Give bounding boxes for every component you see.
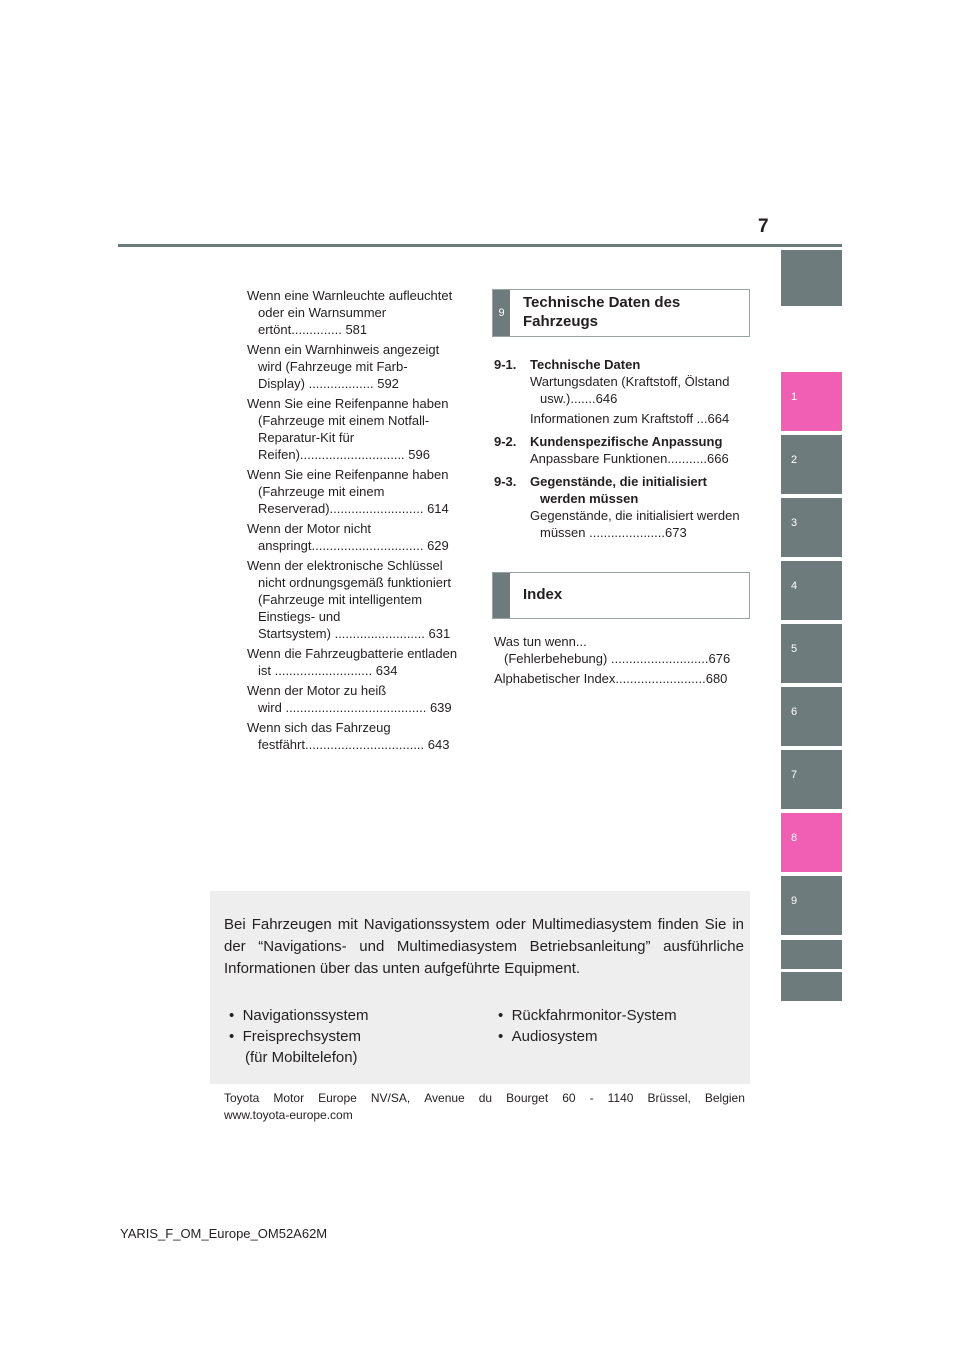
chapter-tab-8[interactable]: 8 bbox=[781, 813, 842, 872]
toc-entry-text: Wenn der elektronische Schlüssel nicht ordnungsgemäß funktioniert (Fahrzeuge mit intelligentem Einstiegs- und Startsystem) ......................... 631 bbox=[247, 558, 451, 641]
toc-entry-text: Wenn der Motor nicht anspringt............................... 629 bbox=[247, 521, 449, 553]
toc-left-column bbox=[247, 287, 459, 756]
toc-group-heading[interactable] bbox=[494, 433, 744, 450]
toc-entry[interactable]: Was tun wenn... (Fehlerbehebung) ...........................676 bbox=[494, 634, 731, 666]
chapter-tab[interactable] bbox=[781, 972, 842, 1001]
toc-entry-text: Wenn Sie eine Reifenpanne haben (Fahrzeuge mit einem Notfall-Reparatur-Kit für Reifen)............................. 596 bbox=[247, 396, 449, 462]
list-item: • Freisprechsystem bbox=[229, 1028, 361, 1045]
toc-entry[interactable]: Anpassbare Funktionen...........666 bbox=[530, 451, 729, 466]
toc-entry[interactable] bbox=[247, 395, 459, 463]
chapter-tab-9[interactable]: 9 bbox=[781, 876, 842, 935]
toc-entry[interactable] bbox=[247, 682, 459, 716]
chapter-tab-5[interactable]: 5 bbox=[781, 624, 842, 683]
info-list-left bbox=[229, 1005, 368, 1068]
toc-entry[interactable]: Gegenstände, die initialisiert werden müssen .....................673 bbox=[530, 508, 740, 540]
index-tab bbox=[493, 573, 510, 618]
chapter-tab-3[interactable]: 3 bbox=[781, 498, 842, 557]
chapter-tab-6[interactable]: 6 bbox=[781, 687, 842, 746]
header-rule bbox=[118, 244, 842, 247]
group-number: 9-1. bbox=[494, 357, 517, 372]
list-item: • Navigationssystem bbox=[229, 1007, 369, 1024]
chapter-tab-4[interactable]: 4 bbox=[781, 561, 842, 620]
index-header[interactable] bbox=[492, 572, 750, 619]
toc-entry-text: Wenn sich das Fahrzeug festfährt................................. 643 bbox=[247, 720, 450, 752]
section-9-toc bbox=[494, 352, 744, 544]
toc-entry-text: Wenn die Fahrzeugbatterie entladen ist ........................... 634 bbox=[247, 646, 458, 678]
toc-entry[interactable] bbox=[247, 645, 459, 679]
list-item: • Rückfahrmonitor-System bbox=[498, 1007, 677, 1024]
toc-entry-text: Wenn Sie eine Reifenpanne haben (Fahrzeuge mit einem Reserverad).......................... 614 bbox=[247, 467, 449, 516]
section-9-header[interactable] bbox=[492, 289, 750, 337]
info-list-right bbox=[498, 1005, 677, 1047]
toc-entry-text: Wenn ein Warnhinweis angezeigt wird (Fahrzeuge mit Farb-Display) .................. 592 bbox=[247, 342, 440, 391]
group-title: Technische Daten bbox=[530, 357, 641, 372]
toc-entry[interactable]: Wartungsdaten (Kraftstoff, Ölstand usw.).......646 bbox=[530, 374, 730, 406]
toc-entry[interactable] bbox=[247, 719, 459, 753]
document-id: YARIS_F_OM_Europe_OM52A62M bbox=[120, 1226, 328, 1241]
toc-entry-text: Wenn eine Warnleuchte aufleuchtet oder ein Warnsummer ertönt.............. 581 bbox=[247, 288, 453, 337]
publisher-url[interactable]: www.toyota-europe.com bbox=[224, 1108, 353, 1122]
publisher-address bbox=[224, 1090, 745, 1124]
section-9-tab: 9 bbox=[493, 290, 510, 336]
page-number: 7 bbox=[758, 216, 769, 237]
toc-group-heading[interactable] bbox=[494, 356, 744, 373]
toc-entry[interactable]: Informationen zum Kraftstoff ...664 bbox=[530, 411, 730, 426]
toc-entry[interactable]: Alphabetischer Index.........................680 bbox=[494, 671, 728, 686]
chapter-tab-2[interactable]: 2 bbox=[781, 435, 842, 494]
info-box bbox=[210, 891, 750, 1084]
info-text: Bei Fahrzeugen mit Navigationssystem oder Multimediasystem finden Sie in der “Navigations- und Multimediasystem Betriebsanleitung” ausführliche Informationen über das unten aufgeführte Equipment. bbox=[224, 916, 744, 977]
toc-entry[interactable] bbox=[247, 466, 459, 517]
index-toc bbox=[494, 633, 744, 690]
index-title: Index bbox=[523, 586, 563, 603]
section-9-title: Technische Daten des Fahrzeugs bbox=[523, 294, 681, 330]
toc-entry[interactable] bbox=[247, 520, 459, 554]
group-title: Kundenspezifische Anpassung bbox=[530, 434, 723, 449]
chapter-tab[interactable] bbox=[781, 940, 842, 969]
toc-group-heading[interactable] bbox=[494, 473, 744, 507]
group-number: 9-2. bbox=[494, 434, 517, 449]
list-item: • Audiosystem bbox=[498, 1028, 598, 1045]
group-number: 9-3. bbox=[494, 474, 517, 489]
list-item-continuation: (für Mobiltelefon) bbox=[245, 1049, 358, 1066]
group-title: Gegenstände, die initialisiert werden müssen bbox=[530, 474, 707, 506]
chapter-tab[interactable] bbox=[781, 250, 842, 306]
address-line: Toyota Motor Europe NV/SA, Avenue du Bourget 60 - 1140 Brüssel, Belgien bbox=[224, 1091, 745, 1105]
toc-entry-text: Wenn der Motor zu heiß wird ....................................... 639 bbox=[247, 683, 452, 715]
toc-entry[interactable] bbox=[247, 341, 459, 392]
toc-entry[interactable] bbox=[247, 557, 459, 642]
chapter-tab-1[interactable]: 1 bbox=[781, 372, 842, 431]
chapter-tab-7[interactable]: 7 bbox=[781, 750, 842, 809]
toc-entry[interactable] bbox=[247, 287, 459, 338]
